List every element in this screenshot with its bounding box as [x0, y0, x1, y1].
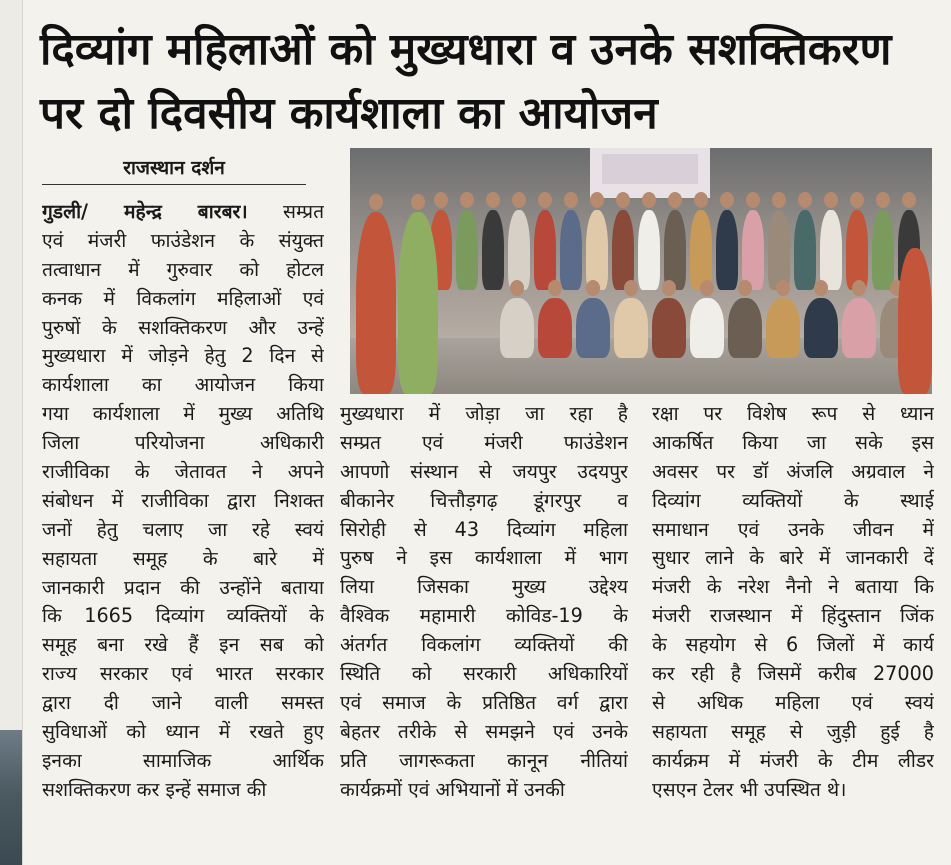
person-figure: [872, 210, 894, 290]
text-line: आकर्षित किया जा सके इस: [652, 430, 934, 454]
person-head: [548, 280, 562, 296]
person-figure: [614, 298, 648, 358]
text-line: कनक में विकलांग महिलाओं एवं: [42, 286, 324, 310]
person-figure: [794, 210, 816, 290]
group-photo: [350, 148, 932, 394]
text-line: अवसर पर डॉ अंजलि अग्रवाल ने: [652, 459, 934, 483]
text-line: पुरुष ने इस कार्यशाला में भाग: [340, 546, 628, 570]
person-head: [624, 280, 638, 296]
text-line: आपणो संस्थान से जयपुर उदयपुर: [340, 459, 628, 483]
person-head: [738, 280, 752, 296]
text-line: संबोधन में राजीविका द्वारा निशक्त: [42, 488, 324, 512]
person-figure: [398, 212, 438, 394]
text-line: तत्वाधान में गुरुवार को होटल: [42, 257, 324, 281]
person-head: [460, 192, 474, 208]
person-figure: [768, 210, 790, 290]
article-column-1: [42, 198, 324, 805]
person-head: [694, 192, 708, 208]
person-figure: [842, 298, 876, 358]
person-head: [876, 192, 890, 208]
person-figure: [612, 210, 634, 290]
person-head: [720, 192, 734, 208]
text-line: राज्य सरकार एवं भारत सरकार: [42, 662, 324, 686]
byline-box: [42, 150, 306, 185]
adjacent-column-strip: [0, 0, 23, 865]
text-line: मंजरी के नरेश नैनो ने बताया कि: [652, 575, 934, 599]
text-line: समाधान एवं उनके जीवन में: [652, 517, 934, 541]
text-line: सशक्तिकरण कर इन्हें समाज की: [42, 777, 267, 801]
adjacent-photo-fragment: [0, 730, 22, 865]
photo-backdrop-screen: [602, 154, 698, 184]
person-head: [662, 280, 676, 296]
person-head: [590, 192, 604, 208]
text-line: दिव्यांग व्यक्तियों के स्थाई: [652, 488, 934, 512]
article-column-2: [340, 400, 628, 804]
text-line: मुख्यधारा में जोड़ने हेतु 2 दिन से: [42, 344, 324, 368]
text-line: कर रही है जिसमें करीब 27000: [652, 662, 934, 686]
text-line: कार्यक्रमों एवं अभियानों में उनकी: [340, 777, 565, 801]
text-line: एवं मंजरी फाउंडेशन के संयुक्त: [42, 228, 324, 252]
text-line: इनका सामाजिक आर्थिक: [42, 748, 324, 772]
person-head: [564, 192, 578, 208]
text-line: सहायता समूह के बारे में: [42, 546, 324, 570]
text-fragment: सम्प्रत: [247, 200, 324, 223]
person-figure: [742, 210, 764, 290]
text-line: लिया जिसका मुख्य उद्देश्य: [340, 575, 628, 599]
person-head: [369, 194, 383, 210]
text-line: प्रति जागरूकता कानून नीतियां: [340, 748, 628, 772]
person-head: [486, 192, 500, 208]
person-head: [746, 192, 760, 208]
person-head: [586, 280, 600, 296]
text-line: रक्षा पर विशेष रूप से ध्यान: [652, 402, 934, 425]
person-head: [798, 192, 812, 208]
text-line: सुविधाओं को ध्यान में रखते हुए: [42, 720, 324, 744]
text-line: जिला परियोजना अधिकारी: [42, 431, 324, 455]
text-line: सुधार लाने के बारे में जानकारी दें: [652, 546, 934, 570]
person-head: [776, 280, 790, 296]
text-line: अंतर्गत विकलांग व्यक्तियों की: [340, 633, 628, 657]
person-figure: [898, 248, 932, 394]
text-line: समूह बना रखे हैं इन सब को: [42, 633, 324, 657]
text-line: से अधिक महिला एवं स्वयं: [652, 690, 934, 714]
text-line: के सहयोग से 6 जिलों में कार्य: [652, 633, 934, 657]
person-head: [700, 280, 714, 296]
person-head: [902, 192, 916, 208]
text-line: मंजरी राजस्थान में हिंदुस्तान जिंक: [652, 604, 934, 628]
text-line: जानकारी प्रदान की उन्होंने बताया: [42, 575, 324, 599]
person-head: [642, 192, 656, 208]
person-figure: [534, 210, 556, 290]
person-figure: [456, 210, 478, 290]
person-head: [850, 192, 864, 208]
person-head: [411, 194, 425, 210]
headline-line-1: दिव्यांग महिलाओं को मुख्यधारा व उनके सशक्तिकरण: [40, 24, 892, 75]
text-line: एवं समाज के प्रतिष्ठित वर्ग द्वारा: [340, 690, 628, 714]
person-figure: [690, 210, 712, 290]
article-column-3: [652, 400, 934, 804]
person-figure: [728, 298, 762, 358]
person-figure: [766, 298, 800, 358]
text-line: राजीविका के जेतावत ने अपने: [42, 460, 324, 484]
person-head: [616, 192, 630, 208]
text-line: कि 1665 दिव्यांग व्यक्तियों के: [42, 604, 324, 628]
person-head: [512, 192, 526, 208]
text-line: एसएन टेलर भी उपस्थित थे।: [652, 777, 847, 801]
person-head: [668, 192, 682, 208]
text-line: बेहतर तरीके से समझने एवं उनके: [340, 719, 628, 743]
text-line: कार्यशाला का आयोजन किया: [42, 373, 324, 397]
byline: राजस्थान दर्शन: [123, 157, 225, 179]
text-line: [42, 198, 324, 227]
person-figure: [356, 212, 396, 394]
person-figure: [664, 210, 686, 290]
person-figure: [846, 210, 868, 290]
person-figure: [576, 298, 610, 358]
text-line: द्वारा दी जाने वाली समस्त: [42, 691, 324, 715]
person-head: [538, 192, 552, 208]
person-figure: [690, 298, 724, 358]
person-head: [510, 280, 524, 296]
person-figure: [716, 210, 738, 290]
person-head: [814, 280, 828, 296]
person-figure: [538, 298, 572, 358]
text-line: मुख्यधारा में जोड़ा जा रहा है: [340, 402, 628, 425]
dateline: गुडली/ महेन्द्र बारबर।: [42, 200, 248, 223]
text-line: जनों हेतु चलाए जा रहे स्वयं: [42, 517, 324, 541]
person-figure: [560, 210, 582, 290]
text-line: सहायता समूह से जुड़ी हुई है: [652, 719, 934, 743]
person-figure: [638, 210, 660, 290]
text-line: कार्यक्रम में मंजरी के टीम लीडर: [652, 748, 934, 772]
text-line: सम्प्रत एवं मंजरी फाउंडेशन: [340, 430, 628, 454]
text-line: पुरुषों के सशक्तिकरण और उन्हें: [42, 315, 324, 339]
text-line: गया कार्यशाला में मुख्य अतिथि: [42, 402, 324, 426]
text-line: वैश्विक महामारी कोविड-19 के: [340, 604, 628, 628]
person-figure: [508, 210, 530, 290]
person-figure: [804, 298, 838, 358]
person-head: [852, 280, 866, 296]
person-head: [434, 192, 448, 208]
person-figure: [652, 298, 686, 358]
person-head: [772, 192, 786, 208]
person-figure: [820, 210, 842, 290]
text-line: स्थिति को सरकारी अधिकारियों: [340, 662, 628, 686]
text-line: सिरोही से 43 दिव्यांग महिला: [340, 517, 628, 541]
person-figure: [482, 210, 504, 290]
headline-line-2: पर दो दिवसीय कार्यशाला का आयोजन: [40, 88, 658, 139]
headline: [40, 18, 940, 146]
person-figure: [500, 298, 534, 358]
person-head: [824, 192, 838, 208]
text-line: बीकानेर चित्तौड़गढ़ डूंगरपुर व: [340, 488, 628, 512]
person-figure: [586, 210, 608, 290]
